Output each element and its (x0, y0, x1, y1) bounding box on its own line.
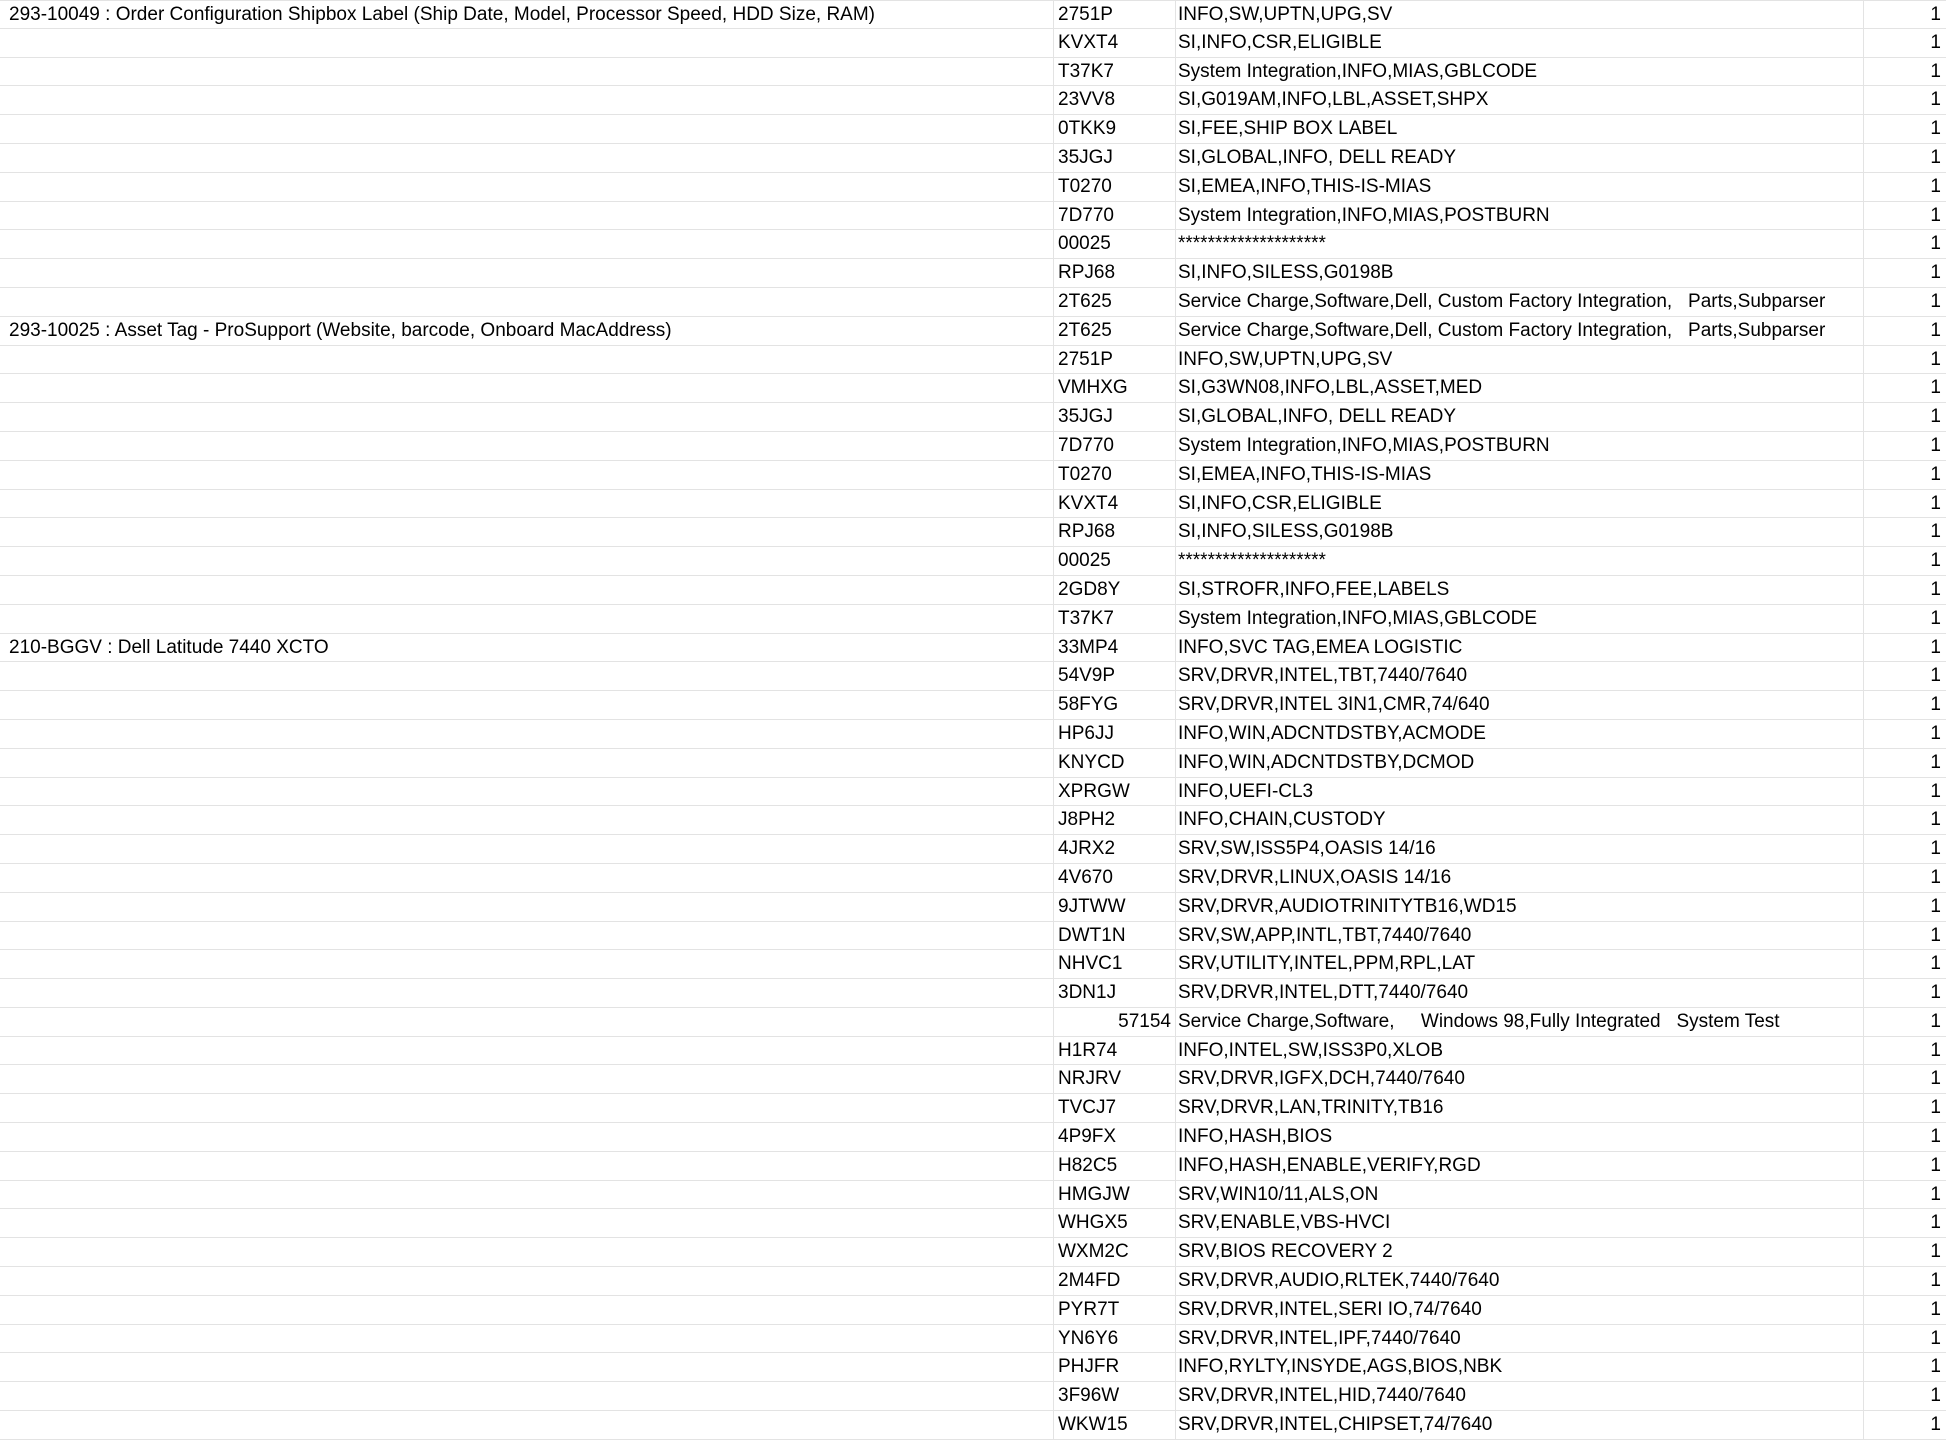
table-row (0, 662, 1946, 691)
cell-quantity[interactable]: 1 (1930, 866, 1941, 888)
table-row (0, 86, 1946, 115)
cell-info[interactable]: INFO,RYLTY,INSYDE,AGS,BIOS,NBK (1176, 1353, 1864, 1381)
cell-description[interactable] (0, 1181, 1054, 1209)
cell-part-number[interactable]: 35JGJ (1054, 403, 1176, 431)
cell-quantity[interactable]: 1 (1930, 31, 1941, 53)
table-row (0, 1353, 1946, 1382)
cell-quantity[interactable]: 1 (1930, 809, 1941, 831)
cell-quantity[interactable]: 1 (1930, 1356, 1941, 1378)
cell-info[interactable]: SRV,ENABLE,VBS-HVCI (1176, 1209, 1864, 1237)
cell-part-number[interactable]: 4V670 (1054, 864, 1176, 892)
cell-description[interactable] (0, 893, 1054, 921)
table-row (0, 778, 1946, 807)
cell-description[interactable] (0, 230, 1054, 258)
cell-info[interactable]: SI,INFO,SILESS,G0198B (1176, 518, 1864, 546)
cell-part-number[interactable]: WKW15 (1054, 1411, 1176, 1439)
cell-part-number[interactable]: J8PH2 (1054, 806, 1176, 834)
cell-description[interactable] (0, 979, 1054, 1007)
cell-part-number[interactable]: 2751P (1054, 1, 1176, 28)
table-row (0, 950, 1946, 979)
cell-info[interactable]: SRV,WIN10/11,ALS,ON (1176, 1181, 1864, 1209)
cell-part-number[interactable]: 9JTWW (1054, 893, 1176, 921)
cell-info[interactable]: SRV,SW,APP,INTL,TBT,7440/7640 (1176, 922, 1864, 950)
cell-description[interactable] (0, 1065, 1054, 1093)
cell-info[interactable]: INFO,WIN,ADCNTDSTBY,DCMOD (1176, 749, 1864, 777)
cell-info[interactable]: SI,EMEA,INFO,THIS-IS-MIAS (1176, 173, 1864, 201)
cell-part-number[interactable]: KNYCD (1054, 749, 1176, 777)
cell-description[interactable] (0, 778, 1054, 806)
cell-info[interactable]: INFO,UEFI-CL3 (1176, 778, 1864, 806)
cell-description[interactable] (0, 1209, 1054, 1237)
cell-description[interactable] (0, 173, 1054, 201)
cell-quantity[interactable]: 1 (1930, 319, 1941, 341)
table-row (0, 317, 1946, 346)
cell-quantity[interactable]: 1 (1930, 89, 1941, 111)
cell-info[interactable]: SI,STROFR,INFO,FEE,LABELS (1176, 576, 1864, 604)
cell-quantity[interactable]: 1 (1930, 607, 1941, 629)
table-row (0, 403, 1946, 432)
cell-description[interactable] (0, 547, 1054, 575)
cell-description[interactable] (0, 1353, 1054, 1381)
cell-quantity[interactable]: 1 (1930, 521, 1941, 543)
cell-part-number[interactable]: RPJ68 (1054, 518, 1176, 546)
cell-description[interactable] (0, 461, 1054, 489)
table-row (0, 1267, 1946, 1296)
table-row (0, 691, 1946, 720)
cell-quantity[interactable]: 1 (1930, 463, 1941, 485)
cell-description[interactable] (0, 115, 1054, 143)
table-row (0, 1411, 1946, 1440)
cell-part-number[interactable]: WHGX5 (1054, 1209, 1176, 1237)
cell-part-number[interactable]: PYR7T (1054, 1296, 1176, 1324)
cell-quantity[interactable]: 1 (1930, 434, 1941, 456)
cell-part-number[interactable]: XPRGW (1054, 778, 1176, 806)
cell-part-number[interactable]: 3F96W (1054, 1382, 1176, 1410)
cell-description[interactable] (0, 950, 1054, 978)
cell-quantity[interactable]: 1 (1930, 60, 1941, 82)
cell-description[interactable] (0, 749, 1054, 777)
table-row (0, 1238, 1946, 1267)
cell-description[interactable] (0, 1267, 1054, 1295)
cell-description[interactable] (0, 1382, 1054, 1410)
table-row (0, 749, 1946, 778)
cell-info[interactable]: SI,GLOBAL,INFO, DELL READY (1176, 403, 1864, 431)
cell-description[interactable] (0, 806, 1054, 834)
cell-info[interactable]: SRV,DRVR,INTEL,DTT,7440/7640 (1176, 979, 1864, 1007)
cell-description[interactable] (0, 605, 1054, 633)
cell-quantity[interactable]: 1 (1930, 1183, 1941, 1205)
table-row (0, 288, 1946, 317)
table-row (0, 864, 1946, 893)
cell-quantity[interactable]: 1 (1930, 694, 1941, 716)
table-row (0, 374, 1946, 403)
cell-info[interactable]: SRV,DRVR,AUDIOTRINITYTB16,WD15 (1176, 893, 1864, 921)
table-row (0, 806, 1946, 835)
cell-info[interactable]: SRV,DRVR,INTEL,HID,7440/7640 (1176, 1382, 1864, 1410)
cell-quantity[interactable]: 1 (1930, 4, 1941, 25)
cell-info[interactable]: Service Charge,Software,Dell, Custom Factory Integration, Parts,Subparser (1176, 288, 1864, 316)
cell-info[interactable]: System Integration,INFO,MIAS,GBLCODE (1176, 58, 1864, 86)
cell-description[interactable] (0, 1008, 1054, 1036)
cell-description[interactable] (0, 490, 1054, 518)
cell-quantity[interactable]: 1 (1930, 722, 1941, 744)
cell-part-number[interactable]: RPJ68 (1054, 259, 1176, 287)
table-row (0, 605, 1946, 634)
cell-part-number[interactable]: 2T625 (1054, 317, 1176, 345)
cell-description[interactable] (0, 346, 1054, 374)
cell-description[interactable] (0, 144, 1054, 172)
cell-quantity[interactable]: 1 (1930, 175, 1941, 197)
cell-quantity[interactable]: 1 (1930, 982, 1941, 1004)
cell-quantity[interactable]: 1 (1930, 1212, 1941, 1234)
cell-description[interactable] (0, 1123, 1054, 1151)
table-row (0, 173, 1946, 202)
cell-quantity[interactable]: 1 (1930, 636, 1941, 658)
cell-description[interactable] (0, 432, 1054, 460)
table-row (0, 922, 1946, 951)
table-row (0, 1181, 1946, 1210)
table-row (0, 1325, 1946, 1354)
cell-description[interactable]: 293-10049 : Order Configuration Shipbox Label (Ship Date, Model, Processor Speed, HDD Size, RAM) (0, 1, 1054, 28)
cell-description[interactable] (0, 1325, 1054, 1353)
table-row (0, 0, 1946, 29)
cell-part-number[interactable]: WXM2C (1054, 1238, 1176, 1266)
table-row (0, 518, 1946, 547)
cell-quantity[interactable]: 1 (1930, 1327, 1941, 1349)
cell-description[interactable] (0, 288, 1054, 316)
table-row (0, 115, 1946, 144)
cell-description[interactable] (0, 86, 1054, 114)
cell-description[interactable] (0, 662, 1054, 690)
cell-part-number[interactable]: KVXT4 (1054, 29, 1176, 57)
cell-info[interactable]: System Integration,INFO,MIAS,POSTBURN (1176, 202, 1864, 230)
cell-description[interactable] (0, 518, 1054, 546)
cell-quantity[interactable]: 1 (1930, 118, 1941, 140)
cell-quantity[interactable]: 1 (1930, 1298, 1941, 1320)
table-row (0, 1037, 1946, 1066)
cell-info[interactable]: SI,INFO,SILESS,G0198B (1176, 259, 1864, 287)
table-row (0, 547, 1946, 576)
table-row (0, 202, 1946, 231)
cell-part-number[interactable]: T37K7 (1054, 58, 1176, 86)
cell-info[interactable]: SI,GLOBAL,INFO, DELL READY (1176, 144, 1864, 172)
cell-description[interactable] (0, 259, 1054, 287)
cell-info[interactable]: SRV,DRVR,INTEL,IPF,7440/7640 (1176, 1325, 1864, 1353)
cell-info[interactable]: INFO,HASH,BIOS (1176, 1123, 1864, 1151)
cell-part-number[interactable]: 2M4FD (1054, 1267, 1176, 1295)
cell-info[interactable]: SI,EMEA,INFO,THIS-IS-MIAS (1176, 461, 1864, 489)
table-row (0, 346, 1946, 375)
cell-info[interactable]: SRV,DRVR,INTEL,TBT,7440/7640 (1176, 662, 1864, 690)
cell-info[interactable]: INFO,WIN,ADCNTDSTBY,ACMODE (1176, 720, 1864, 748)
table-row (0, 230, 1946, 259)
cell-part-number[interactable]: T0270 (1054, 173, 1176, 201)
cell-part-number[interactable]: 2751P (1054, 346, 1176, 374)
table-row (0, 490, 1946, 519)
cell-part-number[interactable]: TVCJ7 (1054, 1094, 1176, 1122)
cell-quantity[interactable]: 1 (1930, 492, 1941, 514)
table-row (0, 1123, 1946, 1152)
cell-info[interactable]: SI,G019AM,INFO,LBL,ASSET,SHPX (1176, 86, 1864, 114)
table-row (0, 1008, 1946, 1037)
cell-info[interactable]: SRV,BIOS RECOVERY 2 (1176, 1238, 1864, 1266)
cell-quantity[interactable]: 1 (1930, 751, 1941, 773)
cell-quantity[interactable]: 1 (1930, 204, 1941, 226)
table-row (0, 1065, 1946, 1094)
table-row (0, 576, 1946, 605)
cell-description[interactable] (0, 720, 1054, 748)
cell-description[interactable] (0, 835, 1054, 863)
table-row (0, 432, 1946, 461)
cell-info[interactable]: SI,INFO,CSR,ELIGIBLE (1176, 490, 1864, 518)
cell-description[interactable] (0, 403, 1054, 431)
cell-info[interactable]: Service Charge,Software, Windows 98,Fully Integrated System Test (1176, 1008, 1864, 1036)
cell-quantity[interactable]: 1 (1930, 1414, 1941, 1436)
cell-quantity[interactable]: 1 (1930, 780, 1941, 802)
cell-info[interactable]: SRV,DRVR,LINUX,OASIS 14/16 (1176, 864, 1864, 892)
cell-description[interactable] (0, 374, 1054, 402)
cell-quantity[interactable]: 1 (1930, 1010, 1941, 1032)
cell-info[interactable]: SI,FEE,SHIP BOX LABEL (1176, 115, 1864, 143)
cell-info[interactable]: System Integration,INFO,MIAS,POSTBURN (1176, 432, 1864, 460)
cell-part-number[interactable]: KVXT4 (1054, 490, 1176, 518)
cell-quantity[interactable]: 1 (1930, 895, 1941, 917)
table-row (0, 893, 1946, 922)
cell-description[interactable] (0, 29, 1054, 57)
cell-info[interactable]: ******************** (1176, 230, 1864, 258)
cell-info[interactable]: SRV,SW,ISS5P4,OASIS 14/16 (1176, 835, 1864, 863)
cell-info[interactable]: INFO,HASH,ENABLE,VERIFY,RGD (1176, 1152, 1864, 1180)
cell-info[interactable]: INFO,INTEL,SW,ISS3P0,XLOB (1176, 1037, 1864, 1065)
cell-description[interactable]: 210-BGGV : Dell Latitude 7440 XCTO (0, 634, 1054, 662)
cell-description[interactable] (0, 1094, 1054, 1122)
cell-part-number[interactable]: NHVC1 (1054, 950, 1176, 978)
table-row (0, 634, 1946, 663)
cell-quantity[interactable]: 1 (1930, 1241, 1941, 1263)
cell-info[interactable]: SRV,DRVR,IGFX,DCH,7440/7640 (1176, 1065, 1864, 1093)
cell-part-number[interactable]: 0TKK9 (1054, 115, 1176, 143)
cell-info[interactable]: System Integration,INFO,MIAS,GBLCODE (1176, 605, 1864, 633)
cell-quantity[interactable]: 1 (1930, 233, 1941, 255)
cell-info[interactable]: INFO,CHAIN,CUSTODY (1176, 806, 1864, 834)
table-row (0, 1094, 1946, 1123)
cell-part-number[interactable]: H1R74 (1054, 1037, 1176, 1065)
cell-info[interactable]: SRV,DRVR,LAN,TRINITY,TB16 (1176, 1094, 1864, 1122)
cell-quantity[interactable]: 1 (1930, 1154, 1941, 1176)
cell-info[interactable]: INFO,SW,UPTN,UPG,SV (1176, 1, 1864, 28)
cell-description[interactable] (0, 1037, 1054, 1065)
cell-part-number[interactable]: 7D770 (1054, 202, 1176, 230)
table-row (0, 1382, 1946, 1411)
cell-quantity[interactable]: 1 (1930, 953, 1941, 975)
cell-part-number[interactable]: VMHXG (1054, 374, 1176, 402)
cell-description[interactable] (0, 1152, 1054, 1180)
cell-quantity[interactable]: 1 (1930, 665, 1941, 687)
cell-part-number[interactable]: YN6Y6 (1054, 1325, 1176, 1353)
cell-part-number[interactable]: 57154 (1054, 1008, 1176, 1036)
cell-description[interactable] (0, 1296, 1054, 1324)
cell-quantity[interactable]: 1 (1930, 1068, 1941, 1090)
cell-quantity[interactable]: 1 (1930, 1126, 1941, 1148)
cell-quantity[interactable]: 1 (1930, 262, 1941, 284)
cell-part-number[interactable]: HP6JJ (1054, 720, 1176, 748)
cell-quantity[interactable]: 1 (1930, 1270, 1941, 1292)
cell-info[interactable]: SRV,UTILITY,INTEL,PPM,RPL,LAT (1176, 950, 1864, 978)
cell-part-number[interactable]: HMGJW (1054, 1181, 1176, 1209)
cell-part-number[interactable]: 4P9FX (1054, 1123, 1176, 1151)
cell-quantity[interactable]: 1 (1930, 1039, 1941, 1061)
cell-quantity[interactable]: 1 (1930, 550, 1941, 572)
cell-quantity[interactable]: 1 (1930, 1385, 1941, 1407)
cell-quantity[interactable]: 1 (1930, 146, 1941, 168)
cell-description[interactable] (0, 864, 1054, 892)
cell-part-number[interactable]: NRJRV (1054, 1065, 1176, 1093)
cell-part-number[interactable]: 54V9P (1054, 662, 1176, 690)
table-row (0, 461, 1946, 490)
cell-part-number[interactable]: 2GD8Y (1054, 576, 1176, 604)
cell-description[interactable] (0, 202, 1054, 230)
cell-description[interactable] (0, 691, 1054, 719)
cell-quantity[interactable]: 1 (1930, 406, 1941, 428)
table-row (0, 29, 1946, 58)
cell-part-number[interactable]: 7D770 (1054, 432, 1176, 460)
cell-info[interactable]: SRV,DRVR,INTEL,SERI IO,74/7640 (1176, 1296, 1864, 1324)
cell-part-number[interactable]: 00025 (1054, 230, 1176, 258)
cell-description[interactable]: 293-10025 : Asset Tag - ProSupport (Website, barcode, Onboard MacAddress) (0, 317, 1054, 345)
table-row (0, 259, 1946, 288)
cell-description[interactable] (0, 1411, 1054, 1439)
cell-quantity[interactable]: 1 (1930, 1097, 1941, 1119)
cell-description[interactable] (0, 1238, 1054, 1266)
table-row (0, 979, 1946, 1008)
cell-part-number[interactable]: 00025 (1054, 547, 1176, 575)
cell-quantity[interactable]: 1 (1930, 924, 1941, 946)
cell-description[interactable] (0, 922, 1054, 950)
table-row (0, 1209, 1946, 1238)
cell-part-number[interactable]: PHJFR (1054, 1353, 1176, 1381)
cell-quantity[interactable]: 1 (1930, 377, 1941, 399)
cell-quantity[interactable]: 1 (1930, 290, 1941, 312)
cell-quantity[interactable]: 1 (1930, 838, 1941, 860)
table-row (0, 144, 1946, 173)
cell-info[interactable]: SI,G3WN08,INFO,LBL,ASSET,MED (1176, 374, 1864, 402)
cell-description[interactable] (0, 576, 1054, 604)
cell-part-number[interactable]: 33MP4 (1054, 634, 1176, 662)
cell-part-number[interactable]: T0270 (1054, 461, 1176, 489)
cell-part-number[interactable]: 4JRX2 (1054, 835, 1176, 863)
cell-info[interactable]: SRV,DRVR,INTEL 3IN1,CMR,74/640 (1176, 691, 1864, 719)
cell-part-number[interactable]: 3DN1J (1054, 979, 1176, 1007)
cell-part-number[interactable]: 58FYG (1054, 691, 1176, 719)
cell-quantity[interactable]: 1 (1930, 578, 1941, 600)
cell-info[interactable]: SRV,DRVR,INTEL,CHIPSET,74/7640 (1176, 1411, 1864, 1439)
table-row (0, 1296, 1946, 1325)
cell-part-number[interactable]: 23VV8 (1054, 86, 1176, 114)
cell-info[interactable]: INFO,SW,UPTN,UPG,SV (1176, 346, 1864, 374)
cell-part-number[interactable]: H82C5 (1054, 1152, 1176, 1180)
cell-part-number[interactable]: 35JGJ (1054, 144, 1176, 172)
cell-description[interactable] (0, 58, 1054, 86)
cell-info[interactable]: SI,INFO,CSR,ELIGIBLE (1176, 29, 1864, 57)
cell-info[interactable]: SRV,DRVR,AUDIO,RLTEK,7440/7640 (1176, 1267, 1864, 1295)
cell-quantity[interactable]: 1 (1930, 348, 1941, 370)
table-row (0, 58, 1946, 87)
cell-part-number[interactable]: 2T625 (1054, 288, 1176, 316)
cell-info[interactable]: INFO,SVC TAG,EMEA LOGISTIC (1176, 634, 1864, 662)
cell-info[interactable]: ******************** (1176, 547, 1864, 575)
table-row (0, 1152, 1946, 1181)
cell-part-number[interactable]: DWT1N (1054, 922, 1176, 950)
cell-info[interactable]: Service Charge,Software,Dell, Custom Factory Integration, Parts,Subparser (1176, 317, 1864, 345)
cell-part-number[interactable]: T37K7 (1054, 605, 1176, 633)
table-row (0, 835, 1946, 864)
table-row (0, 720, 1946, 749)
